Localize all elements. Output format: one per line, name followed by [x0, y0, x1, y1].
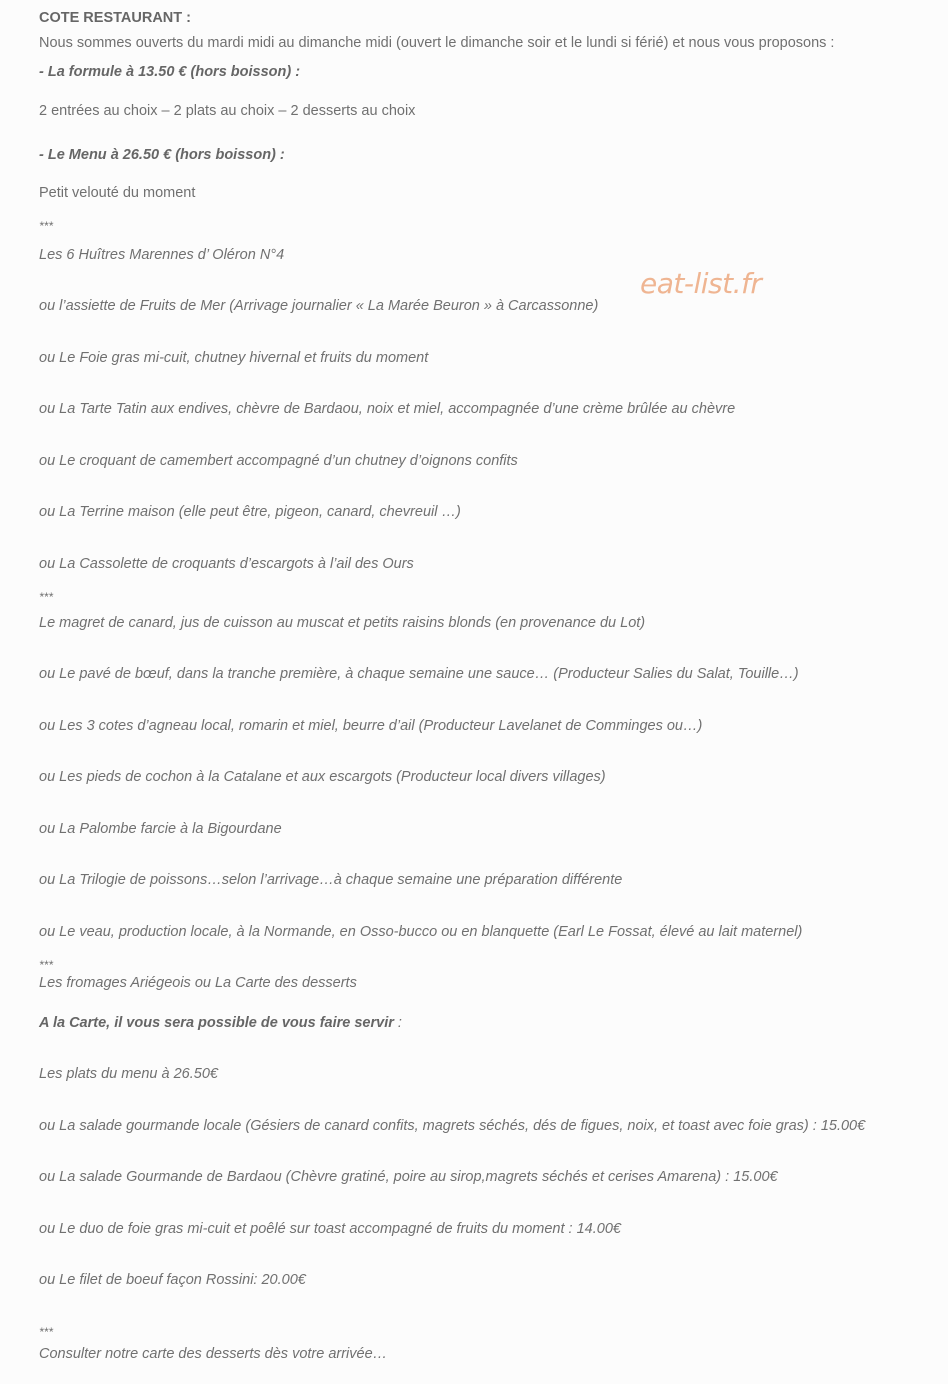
separator: *** — [39, 1325, 54, 1339]
separator: *** — [39, 219, 54, 233]
main-item: ou Les 3 cotes d’agneau local, romarin et miel, beurre d’ail (Producteur Lavelanet de Comminges ou…) — [39, 718, 703, 734]
starter-item: ou Le Foie gras mi-cuit, chutney hivernal et fruits du moment — [39, 350, 429, 366]
starter-item: ou Le croquant de camembert accompagné d’un chutney d’oignons confits — [39, 453, 518, 469]
starter-item: ou La Terrine maison (elle peut être, pigeon, canard, chevreuil …) — [39, 504, 461, 520]
main-item: ou Le veau, production locale, à la Normande, en Osso-bucco ou en blanquette (Earl Le Fossat, élevé au lait maternel) — [39, 924, 803, 940]
main-item: ou Le pavé de bœuf, dans la tranche première, à chaque semaine une sauce… (Producteur Salies du Salat, Touille…) — [39, 666, 799, 682]
carte-item: ou La salade gourmande locale (Gésiers de canard confits, magrets séchés, dés de figues, noix, et toast avec foie gras) : 15.00€ — [39, 1118, 866, 1134]
carte-footer: Consulter notre carte des desserts dès votre arrivée… — [39, 1346, 388, 1362]
watermark: eat-list.fr — [640, 267, 762, 300]
carte-title-suffix: : — [393, 1015, 402, 1031]
starter-item: Les 6 Huîtres Marennes d’ Oléron N°4 — [39, 247, 285, 263]
main-item: ou La Palombe farcie à la Bigourdane — [39, 821, 282, 837]
starter-item: ou La Tarte Tatin aux endives, chèvre de Bardaou, noix et miel, accompagnée d’une crème brûlée au chèvre — [39, 401, 736, 417]
dessert-line: Les fromages Ariégeois ou La Carte des desserts — [39, 975, 357, 991]
starter-item: ou l’assiette de Fruits de Mer (Arrivage journalier « La Marée Beuron » à Carcassonne) — [39, 298, 599, 314]
main-item: Le magret de canard, jus de cuisson au muscat et petits raisins blonds (en provenance du Lot) — [39, 615, 646, 631]
carte-title — [39, 1014, 402, 1032]
starter-item: ou La Cassolette de croquants d’escargots à l’ail des Ours — [39, 556, 414, 572]
separator: *** — [39, 590, 54, 604]
formule-title: - La formule à 13.50 € (hors boisson) : — [39, 64, 301, 80]
carte-item: ou Le filet de boeuf façon Rossini: 20.00€ — [39, 1272, 306, 1288]
formule-description: 2 entrées au choix – 2 plats au choix – 2 desserts au choix — [39, 103, 416, 119]
carte-item: ou La salade Gourmande de Bardaou (Chèvre gratiné, poire au sirop,magrets séchés et cerises Amarena) : 15.00€ — [39, 1169, 778, 1185]
main-item: ou La Trilogie de poissons…selon l’arrivage…à chaque semaine une préparation différente — [39, 872, 623, 888]
main-item: ou Les pieds de cochon à la Catalane et aux escargots (Producteur local divers villages) — [39, 769, 606, 785]
menu-title: - Le Menu à 26.50 € (hors boisson) : — [39, 147, 285, 163]
intro-text: Nous sommes ouverts du mardi midi au dimanche midi (ouvert le dimanche soir et le lundi si férié) et nous vous proposons : — [39, 35, 835, 51]
separator: *** — [39, 958, 54, 972]
carte-item: ou Le duo de foie gras mi-cuit et poêlé sur toast accompagné de fruits du moment : 14.00€ — [39, 1221, 621, 1237]
carte-title-text: A la Carte, il vous sera possible de vous faire servir — [39, 1015, 394, 1031]
menu-opener: Petit velouté du moment — [39, 185, 196, 201]
section-heading: COTE RESTAURANT : — [39, 10, 191, 26]
carte-item: Les plats du menu à 26.50€ — [39, 1066, 218, 1082]
